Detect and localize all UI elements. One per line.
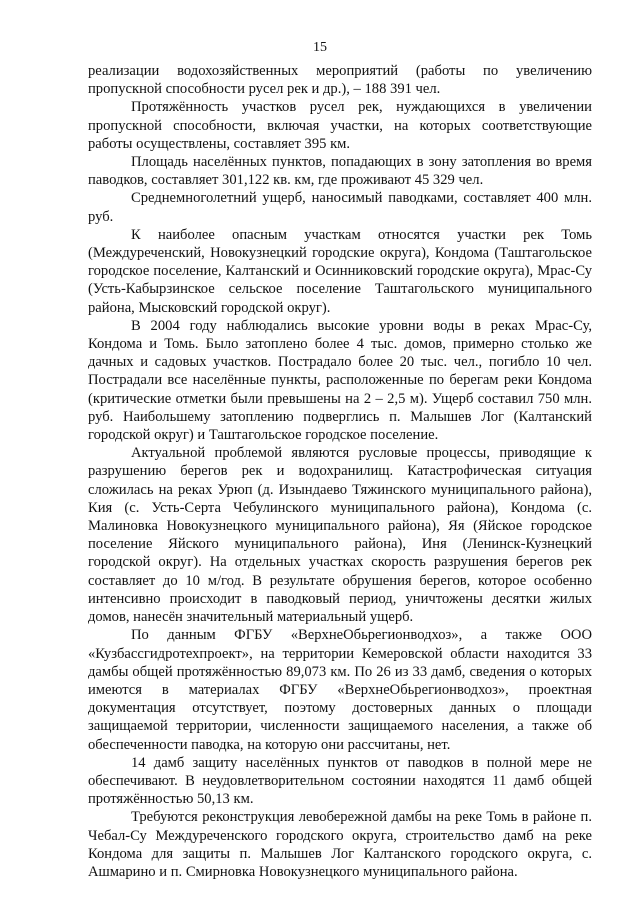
- page-number: 15: [313, 40, 327, 55]
- paragraph-4: Среднемноголетний ущерб, наносимый паводками, составляет 400 млн. руб.: [88, 190, 592, 225]
- paragraph-3: Площадь населённых пунктов, попадающих в зону затопления во время паводков, составляет 301,122 кв. км, где проживают 45 329 чел.: [88, 154, 592, 189]
- paragraph-7: Актуальной проблемой являются русловые процессы, приводящие к разрушению берегов рек и водохранилищ. Катастрофическая ситуация сложилась на реках Урюп (д. Изындаево Тяжинского муниципального района), Кия (с. Усть-Серта Чебулинского муниципального района), Кондома (с. Малиновка Новокузнецкого муниципального района), Яя (Яйское городское поселение Яйского муниципального района), Иня (Ленинск-Кузнецкий городской округ). На отдельных участках скорость разрушения берегов рек составляет до 10 м/год. В результате обрушения берегов, которое особенно интенсивно происходит в паводковый период, уничтожены десятки жилых домов, нанесён значительный материальный ущерб.: [88, 445, 592, 626]
- paragraph-5: К наиболее опасным участкам относятся участки рек Томь (Междуреченский, Новокузнецкий городские округа), Кондома (Таштагольское городское поселение, Калтанский и Осинниковский городские округа), Мрас-Су (Усть-Кабырзинское сельское поселение Таштагольского муниципального района, Мысковский городской округ).: [88, 226, 592, 316]
- paragraph-1: реализации водохозяйственных мероприятий (работы по увеличению пропускной способности русел рек и др.), – 188 391 чел.: [88, 63, 592, 98]
- paragraph-6: В 2004 году наблюдались высокие уровни воды в реках Мрас-Су, Кондома и Томь. Было затоплено более 4 тыс. домов, примерно столько же дачных и садовых участков. Пострадало более 20 тыс. чел., погибло 10 чел. Пострадали все населённые пункты, расположенные по берегам реки Кондома (критические отметки были превышены на 2 – 2,5 м). Ущерб составил 750 млн. руб. Наибольшему затоплению подверглись п. Малышев Лог (Калтанский городской округ) и Таштагольское городское поселение.: [88, 317, 592, 444]
- paragraph-8: По данным ФГБУ «ВерхнеОбьрегионводхоз», а также ООО «Кузбассгидротехпроект», на территории Кемеровской области находится 33 дамбы общей протяжённостью 89,073 км. По 26 из 33 дамб, сведения о которых имеются в материалах ФГБУ «ВерхнеОбьрегионводхоз», проектная документация отсутствует, поэтому достоверных данных о площади защищаемой территории, численности защищаемого населения, а также об обеспеченности паводка, на которую они рассчитаны, нет.: [88, 627, 592, 753]
- body-text: [88, 62, 592, 881]
- paragraph-10: Требуются реконструкция левобережной дамбы на реке Томь в районе п. Чебал-Су Междуреченского городского округа, строительство дамб на реке Кондома для защиты п. Малышев Лог Калтанского городского округа, с. Ашмарино и п. Смирновка Новокузнецкого муниципального района.: [88, 809, 592, 880]
- paragraph-2: Протяжённость участков русел рек, нуждающихся в увеличении пропускной способности, включая участки, на которых соответствующие работы осуществлены, составляет 395 км.: [88, 99, 592, 152]
- paragraph-9: 14 дамб защиту населённых пунктов от паводков в полной мере не обеспечивают. В неудовлетворительном состоянии находятся 11 дамб общей протяжённостью 50,13 км.: [88, 754, 592, 808]
